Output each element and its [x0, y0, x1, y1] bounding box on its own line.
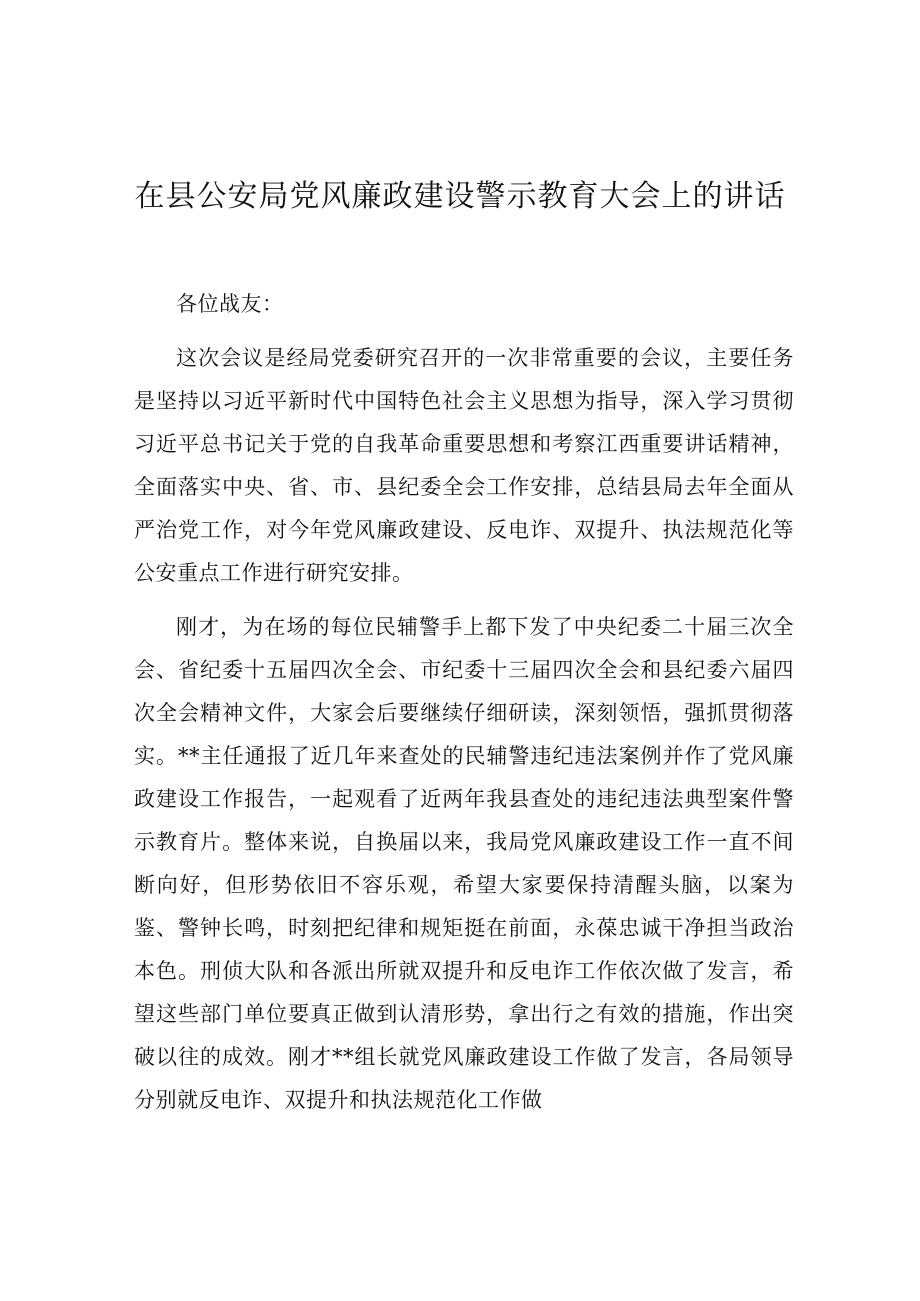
salutation: 各位战友： [176, 292, 284, 316]
document-title: 在县公安局党风廉政建设警示教育大会上的讲话 [134, 179, 786, 214]
paragraph-2: 刚才，为在场的每位民辅警手上都下发了中央纪委二十届三次全会、省纪委十五届四次全会、市纪委十三届四次全会和县纪委六届四次全会精神文件，大家会后要继续仔细研读，深刻领悟，强抓贯彻落实。**主任通报了近几年来查处的民辅警违纪违法案例并作了党风廉政建设工作报告，一起观看了近两年我县查处的违纪违法典型案件警示教育片。整体来说，自换届以来，我局党风廉政建设工作一直不间断向好，但形势依旧不容乐观，希望大家要保持清醒头脑，以案为鉴、警钟长鸣，时刻把纪律和规矩挺在前面，永葆忠诚干净担当政治本色。刑侦大队和各派出所就双提升和反电诈工作依次做了发言，希望这些部门单位要真正做到认清形势，拿出行之有效的措施，作出突破以往的成效。刚才**组长就党风廉政建设工作做了发言，各局领导分别就反电诈、双提升和执法规范化工作做 [134, 615, 794, 1112]
paragraph-1: 这次会议是经局党委研究召开的一次非常重要的会议，主要任务是坚持以习近平新时代中国特色社会主义思想为指导，深入学习贯彻习近平总书记关于党的自我革命重要思想和考察江西重要讲话精神，全面落实中央、省、市、县纪委全会工作安排，总结县局去年全面从严治党工作，对今年党风廉政建设、反电诈、双提升、执法规范化等公安重点工作进行研究安排。 [134, 346, 794, 585]
document-body [134, 283, 794, 1122]
